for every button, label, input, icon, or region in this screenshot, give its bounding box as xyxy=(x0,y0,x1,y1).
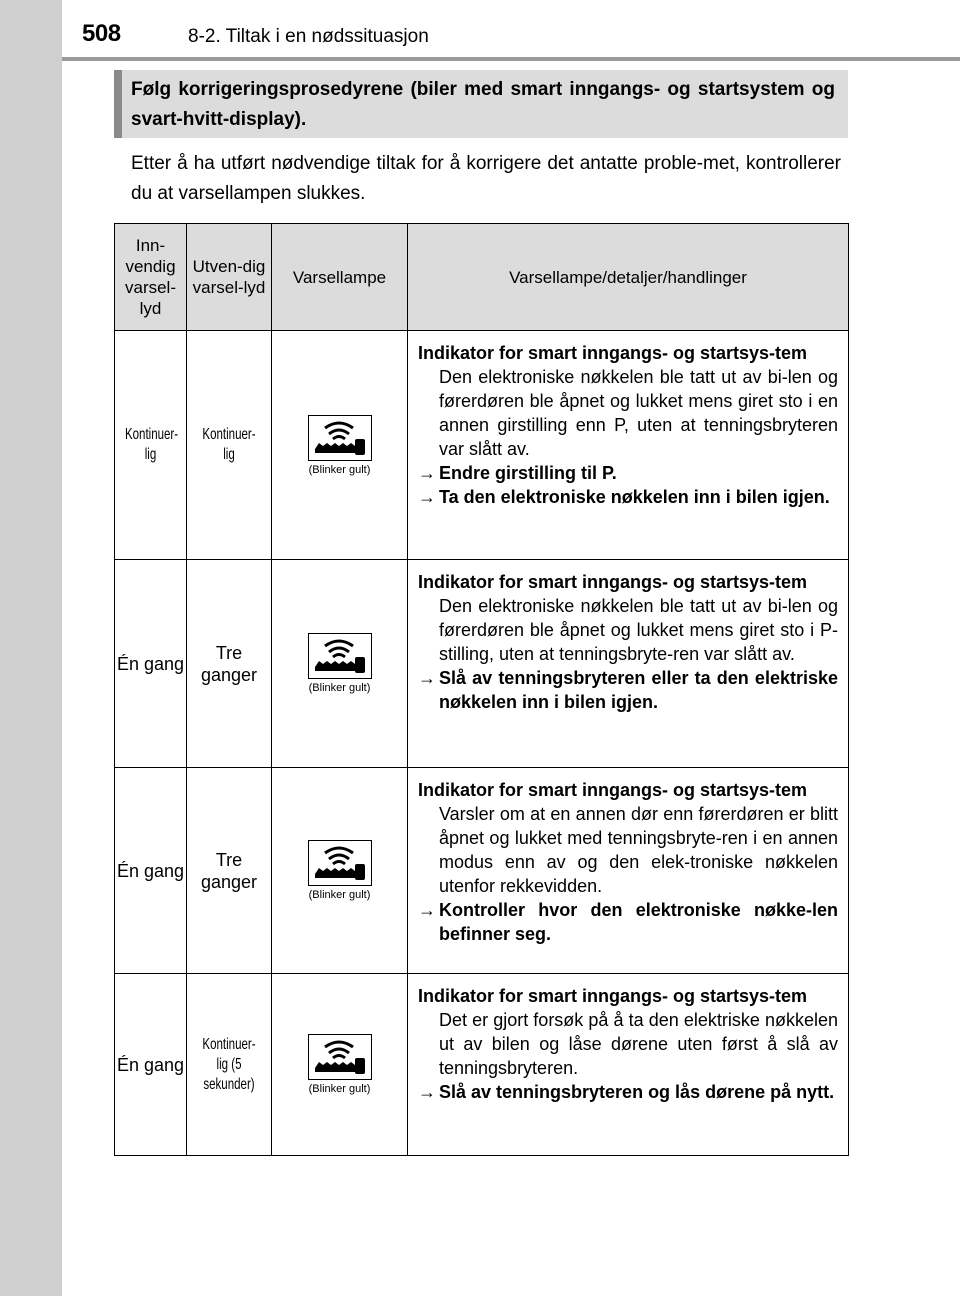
external-sound-cell xyxy=(187,560,272,768)
table-row xyxy=(115,331,849,560)
details-cell xyxy=(408,768,849,974)
lamp-cell xyxy=(272,974,408,1156)
external-sound-text: Tre ganger xyxy=(200,849,258,892)
section-title: 8-2. Tiltak i en nødssituasjon xyxy=(188,26,429,47)
internal-sound-text: Én gang xyxy=(116,1054,185,1075)
page-number: 508 xyxy=(82,20,121,47)
header-external-sound: Utven-dig varsel-lyd xyxy=(187,224,272,331)
detail-body: Den elektroniske nøkkelen ble tatt ut av bi-len og førerdøren ble åpnet og lukket mens giret sto i en annen girstilling enn P, uten at tenningsbryteren var slått av. xyxy=(439,367,838,459)
warning-table xyxy=(114,223,849,1156)
details-cell xyxy=(408,974,849,1156)
action-text: Slå av tenningsbryteren og lås dørene på nytt. xyxy=(439,1082,835,1102)
smart-key-warning-icon xyxy=(308,633,372,679)
internal-sound-cell xyxy=(115,331,187,560)
external-sound-cell xyxy=(187,974,272,1156)
detail-title: Indikator for smart inngangs- og startsys-tem xyxy=(418,343,808,363)
table-header-row xyxy=(115,224,849,331)
header-details: Varsellampe/detaljer/handlinger xyxy=(408,224,849,331)
table-row xyxy=(115,768,849,974)
internal-sound-cell xyxy=(115,768,187,974)
action-item xyxy=(418,1080,838,1104)
intro-paragraph: Etter å ha utført nødvendige tiltak for å korrigere det antatte proble-met, kontrollerer du at varsellampen slukkes. xyxy=(131,153,841,204)
table-row xyxy=(115,974,849,1156)
detail-body: Det er gjort forsøk på å ta den elektriske nøkkelen ut av bilen og låse dørene uten først å slå av tenningsbryteren. xyxy=(439,1010,838,1078)
external-sound-cell xyxy=(187,768,272,974)
action-item xyxy=(418,485,838,509)
internal-sound-cell xyxy=(115,974,187,1156)
lamp-caption: (Blinker gult) xyxy=(308,682,371,694)
arrow-icon: → xyxy=(418,668,436,688)
action-item xyxy=(418,666,838,714)
detail-body: Varsler om at en annen dør enn førerdøren er blitt åpnet og lukket med tenningsbryte-ren i en annen modus enn av og den elek-troniske nøkkelen utenfor rekkevidden. xyxy=(439,804,838,896)
header-divider xyxy=(62,57,960,61)
lamp-caption: (Blinker gult) xyxy=(308,889,371,901)
external-sound-text: Kontinuer-lig xyxy=(202,426,256,463)
table-row xyxy=(115,560,849,768)
arrow-icon: → xyxy=(418,900,436,920)
smart-key-warning-icon xyxy=(308,415,372,461)
action-item xyxy=(418,898,838,946)
arrow-icon: → xyxy=(418,487,436,507)
external-sound-text: Kontinuer-lig (5 sekunder) xyxy=(202,1035,256,1093)
header-internal-sound: Inn-vendig varsel-lyd xyxy=(115,224,187,331)
internal-sound-text: Kontinuer-lig xyxy=(124,426,179,463)
action-item xyxy=(418,461,838,485)
detail-body: Den elektroniske nøkkelen ble tatt ut av bi-len og førerdøren ble åpnet og lukket mens giret sto i P-stilling, uten at tenningsbryte-ren var slått av. xyxy=(439,596,838,664)
lamp-caption: (Blinker gult) xyxy=(308,1083,371,1095)
procedure-heading-box xyxy=(114,70,848,138)
header-lamp: Varsellampe xyxy=(272,224,408,331)
lamp-cell xyxy=(272,768,408,974)
external-sound-cell xyxy=(187,331,272,560)
procedure-heading-bar xyxy=(114,70,122,138)
arrow-icon: → xyxy=(418,463,436,483)
detail-title: Indikator for smart inngangs- og startsys-tem xyxy=(418,986,808,1006)
smart-key-warning-icon xyxy=(308,840,372,886)
smart-key-warning-icon xyxy=(308,1034,372,1080)
procedure-heading: Følg korrigeringsprosedyrene (biler med smart inngangs- og startsystem og svart-hvitt-display). xyxy=(131,79,835,130)
external-sound-text: Tre ganger xyxy=(200,642,258,685)
detail-title: Indikator for smart inngangs- og startsys-tem xyxy=(418,780,808,800)
page-side-strip xyxy=(0,0,62,1296)
action-text: Endre girstilling til P. xyxy=(439,463,617,483)
detail-title: Indikator for smart inngangs- og startsys-tem xyxy=(418,572,808,592)
internal-sound-cell xyxy=(115,560,187,768)
action-text: Ta den elektroniske nøkkelen inn i bilen igjen. xyxy=(439,487,830,507)
action-text: Slå av tenningsbryteren eller ta den elektriske nøkkelen inn i bilen igjen. xyxy=(439,668,838,712)
arrow-icon: → xyxy=(418,1082,436,1102)
lamp-cell xyxy=(272,560,408,768)
lamp-caption: (Blinker gult) xyxy=(308,463,371,476)
lamp-cell xyxy=(272,331,408,560)
details-cell xyxy=(408,331,849,560)
action-text: Kontroller hvor den elektroniske nøkke-len befinner seg. xyxy=(439,900,838,944)
internal-sound-text: Én gang xyxy=(116,653,185,674)
details-cell xyxy=(408,560,849,768)
internal-sound-text: Én gang xyxy=(116,860,185,881)
